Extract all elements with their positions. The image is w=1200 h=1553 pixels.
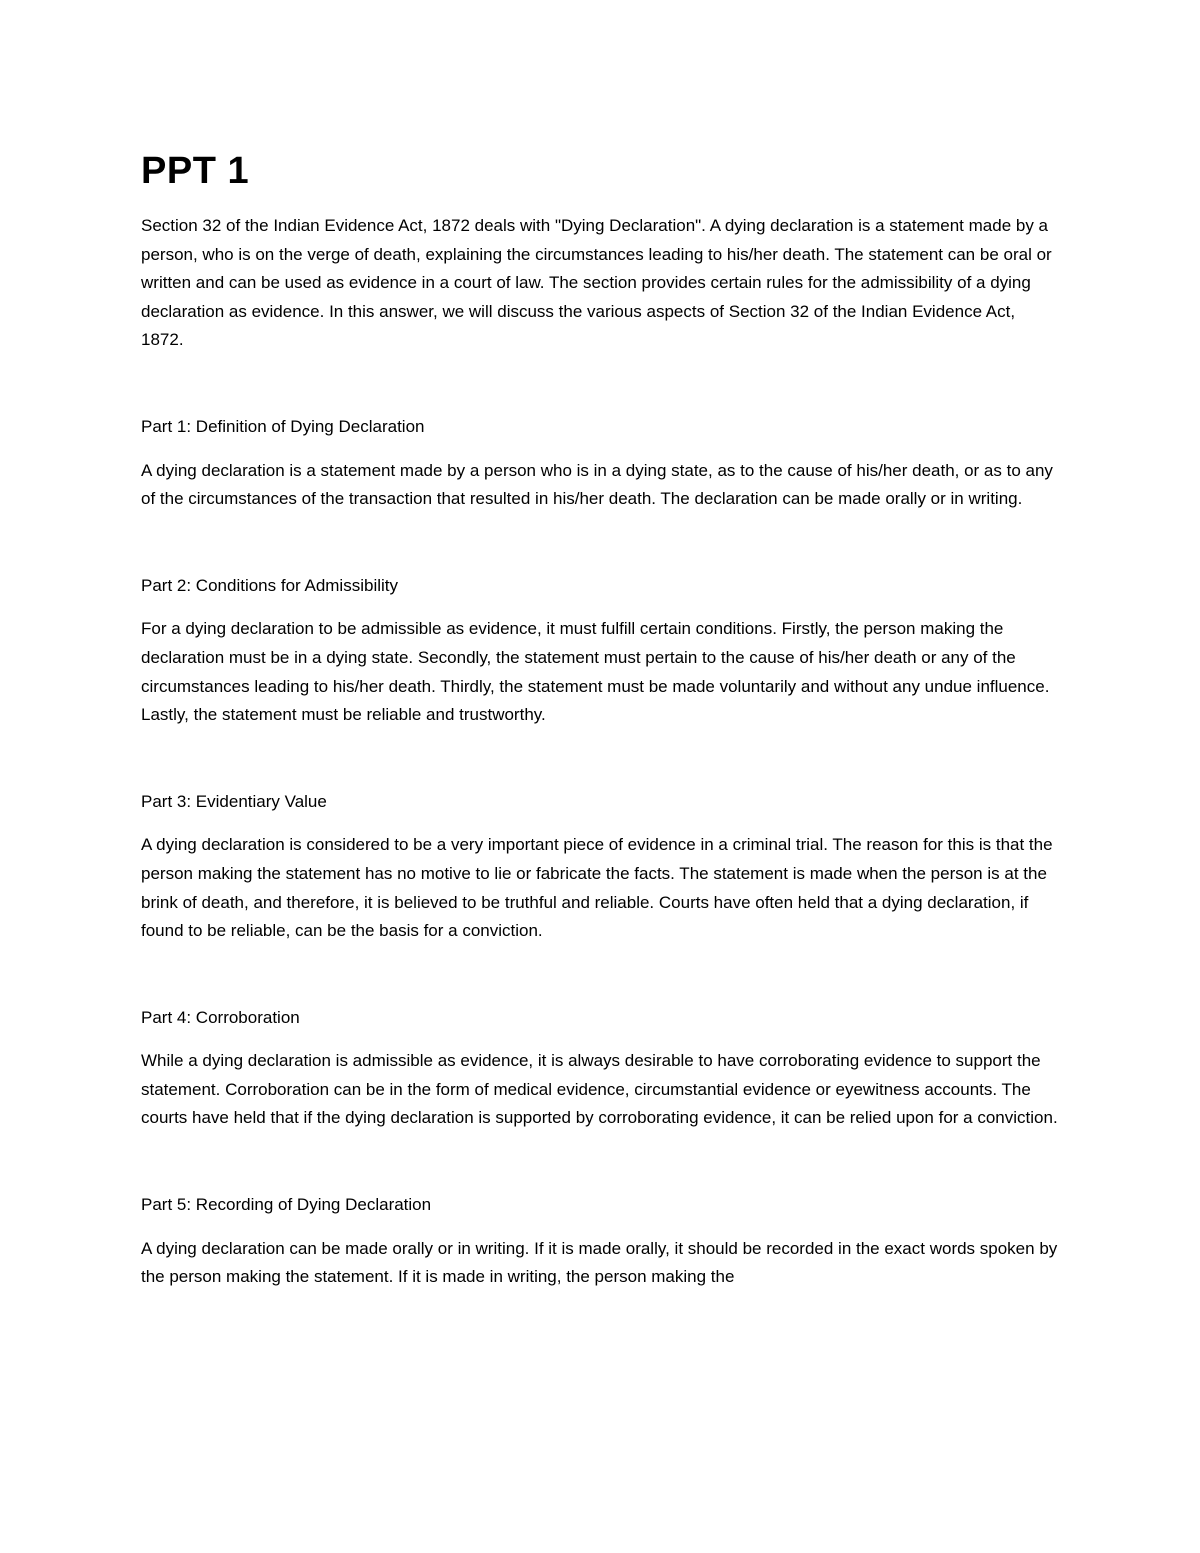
document-content [141, 146, 1061, 1350]
section-part-1 [141, 413, 1061, 514]
section-heading: Part 3: Evidentiary Value [141, 791, 327, 811]
section-heading: Part 1: Definition of Dying Declaration [141, 416, 425, 436]
section-body: A dying declaration is a statement made by a person who is in a dying state, as to the cause of his/her death, or as to any of the circumstances of the transaction that resulted in his/her death. The declaration can be made orally or in writing. [141, 460, 1053, 509]
section-body: For a dying declaration to be admissible as evidence, it must fulfill certain conditions. Firstly, the person making the declaration must be in a dying state. Secondly, the statement must pertain to the cause of his/her death or any of the circumstances leading to his/her death. Thirdly, the statement must be made voluntarily and without any undue influence. Lastly, the statement must be reliable and trustworthy. [141, 619, 1050, 725]
section-part-2 [141, 572, 1061, 730]
section-part-5 [141, 1191, 1061, 1292]
section-part-4 [141, 1004, 1061, 1133]
section-heading: Part 5: Recording of Dying Declaration [141, 1195, 432, 1215]
page-title: PPT 1 [141, 150, 250, 192]
section-body: A dying declaration can be made orally or in writing. If it is made orally, it should be recorded in the exact words spoken by the person making the statement. If it is made in writing, the person making the [141, 1238, 1058, 1287]
section-body: A dying declaration is considered to be a very important piece of evidence in a criminal trial. The reason for this is that the person making the statement has no motive to lie or fabricate the facts. The statement is made when the person is at the brink of death, and therefore, it is believed to be truthful and reliable. Courts have often held that a dying declaration, if found to be reliable, can be the basis for a conviction. [141, 835, 1053, 941]
section-heading: Part 4: Corroboration [141, 1007, 300, 1027]
intro-paragraph: Section 32 of the Indian Evidence Act, 1872 deals with "Dying Declaration". A dying declaration is a statement made by a person, who is on the verge of death, explaining the circumstances leading to his/her death. The statement can be oral or written and can be used as evidence in a court of law. The section provides certain rules for the admissibility of a dying declaration as evidence. In this answer, we will discuss the various aspects of Section 32 of the Indian Evidence Act, 1872. [141, 216, 1052, 350]
section-part-3 [141, 788, 1061, 946]
section-heading: Part 2: Conditions for Admissibility [141, 575, 398, 595]
section-body: While a dying declaration is admissible as evidence, it is always desirable to have corroborating evidence to support the statement. Corroboration can be in the form of medical evidence, circumstantial evidence or eyewitness accounts. The courts have held that if the dying declaration is supported by corroborating evidence, it can be relied upon for a conviction. [141, 1051, 1058, 1128]
